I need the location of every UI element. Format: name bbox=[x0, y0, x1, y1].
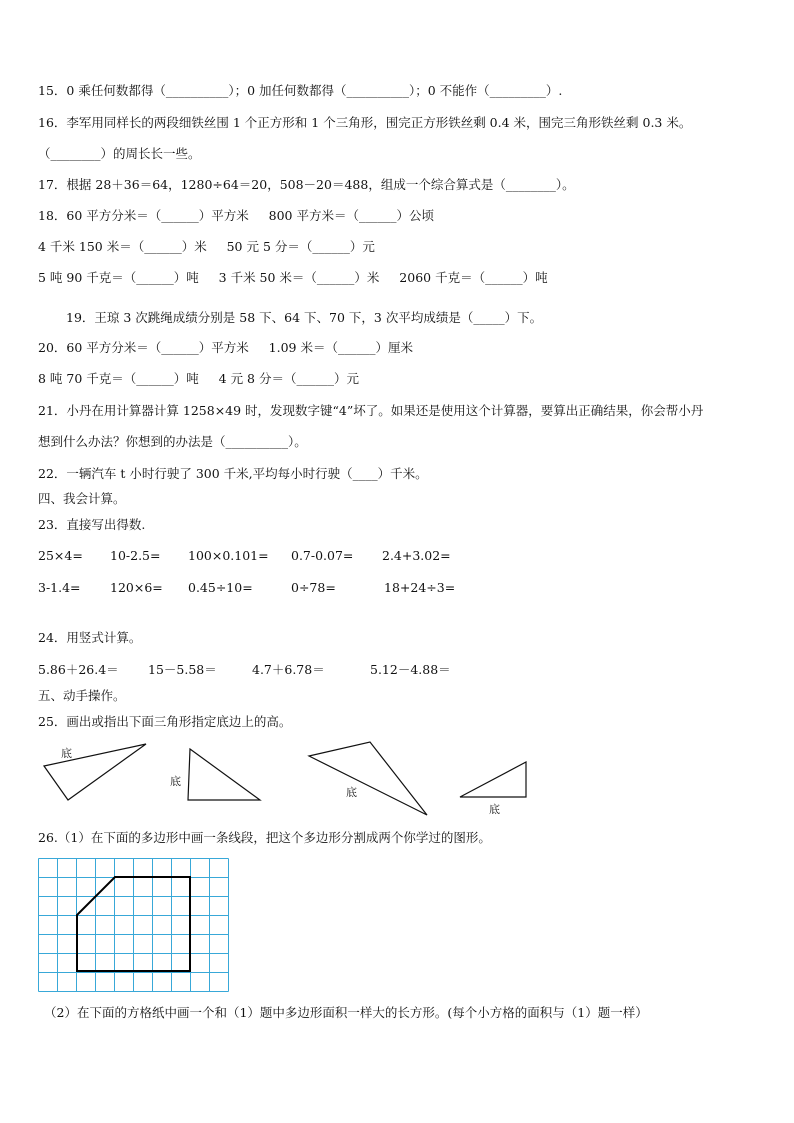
triangle-1 bbox=[44, 744, 146, 800]
question-19: 19．王琼 3 次跳绳成绩分别是 58 下、64 下、70 下，3 次平均成绩是（_____）下。 bbox=[66, 310, 543, 325]
question-26-part-1: 26.（1）在下面的多边形中画一条线段，把这个多边形分割成两个你学过的图形。 bbox=[38, 830, 491, 845]
vertical-calc-item: 5.12－4.88＝ bbox=[370, 662, 451, 677]
calc-item: 100×0.101= bbox=[188, 548, 269, 563]
question-20-line-1: 20．60 平方分米＝（______）平方米 1.09 米＝（______）厘米 bbox=[38, 340, 413, 355]
question-20-line-2: 8 吨 70 千克＝（______）吨 4 元 8 分＝（______）元 bbox=[38, 371, 359, 386]
question-26-part-2: （2）在下面的方格纸中画一个和（1）题中多边形面积一样大的长方形。(每个小方格的面积与（1）题一样） bbox=[44, 1005, 648, 1020]
calc-item: 120×6= bbox=[110, 580, 163, 595]
question-21-line-1: 21．小丹在用计算器计算 1258×49 时，发现数字键“4”坏了。如果还是使用这个计算器，要算出正确结果，你会帮小丹 bbox=[38, 403, 704, 418]
base-label: 底 bbox=[61, 747, 72, 760]
question-25-title: 25．画出或指出下面三角形指定底边上的高。 bbox=[38, 714, 292, 729]
question-16-line-2: （________）的周长长一些。 bbox=[38, 146, 201, 161]
vertical-calc-item: 15－5.58＝ bbox=[148, 662, 217, 677]
question-15: 15．0 乘任何数都得（__________）；0 加任何数都得（__________）；0 不能作（_________）. bbox=[38, 83, 563, 98]
question-16-line-1: 16．李军用同样长的两段细铁丝围 1 个正方形和 1 个三角形，围完正方形铁丝剩 0.4 米，围完三角形铁丝剩 0.3 米。 bbox=[38, 115, 692, 130]
calc-item: 18+24÷3= bbox=[384, 580, 456, 595]
question-21-line-2: 想到什么办法？你想到的办法是（__________）。 bbox=[38, 434, 307, 449]
question-18-line-3: 5 吨 90 千克＝（______）吨 3 千米 50 米＝（______）米 2060 千克＝（______）吨 bbox=[38, 270, 548, 285]
question-24-title: 24．用竖式计算。 bbox=[38, 630, 142, 645]
question-18-line-1: 18．60 平方分米＝（______）平方米 800 平方米＝（______）公顷 bbox=[38, 208, 434, 223]
calc-item: 0.7-0.07= bbox=[291, 548, 354, 563]
triangles-figure bbox=[0, 735, 794, 820]
calc-item: 0.45÷10= bbox=[188, 580, 253, 595]
question-17: 17．根据 28＋36＝64，1280÷64＝20，508－20＝488，组成一个综合算式是（________）。 bbox=[38, 177, 575, 192]
triangle-4 bbox=[460, 762, 526, 797]
triangle-2 bbox=[188, 749, 260, 800]
section-4-heading: 四、我会计算。 bbox=[38, 491, 126, 506]
section-5-heading: 五、动手操作。 bbox=[38, 688, 126, 703]
calc-item: 25×4= bbox=[38, 548, 83, 563]
base-label: 底 bbox=[346, 786, 357, 799]
calc-item: 0÷78= bbox=[291, 580, 336, 595]
calc-item: 3-1.4= bbox=[38, 580, 81, 595]
calc-item: 10-2.5= bbox=[110, 548, 161, 563]
question-18-line-2: 4 千米 150 米＝（______）米 50 元 5 分＝（______）元 bbox=[38, 239, 375, 254]
question-23-title: 23．直接写出得数. bbox=[38, 517, 146, 532]
base-label: 底 bbox=[489, 803, 500, 816]
vertical-calc-item: 5.86＋26.4＝ bbox=[38, 662, 119, 677]
grid-paper bbox=[38, 858, 230, 993]
base-label: 底 bbox=[170, 775, 181, 788]
calc-item: 2.4+3.02= bbox=[382, 548, 451, 563]
triangle-3 bbox=[309, 742, 427, 815]
vertical-calc-item: 4.7＋6.78＝ bbox=[252, 662, 325, 677]
question-22: 22．一辆汽车 t 小时行驶了 300 千米,平均每小时行驶（____）千米。 bbox=[38, 466, 428, 481]
